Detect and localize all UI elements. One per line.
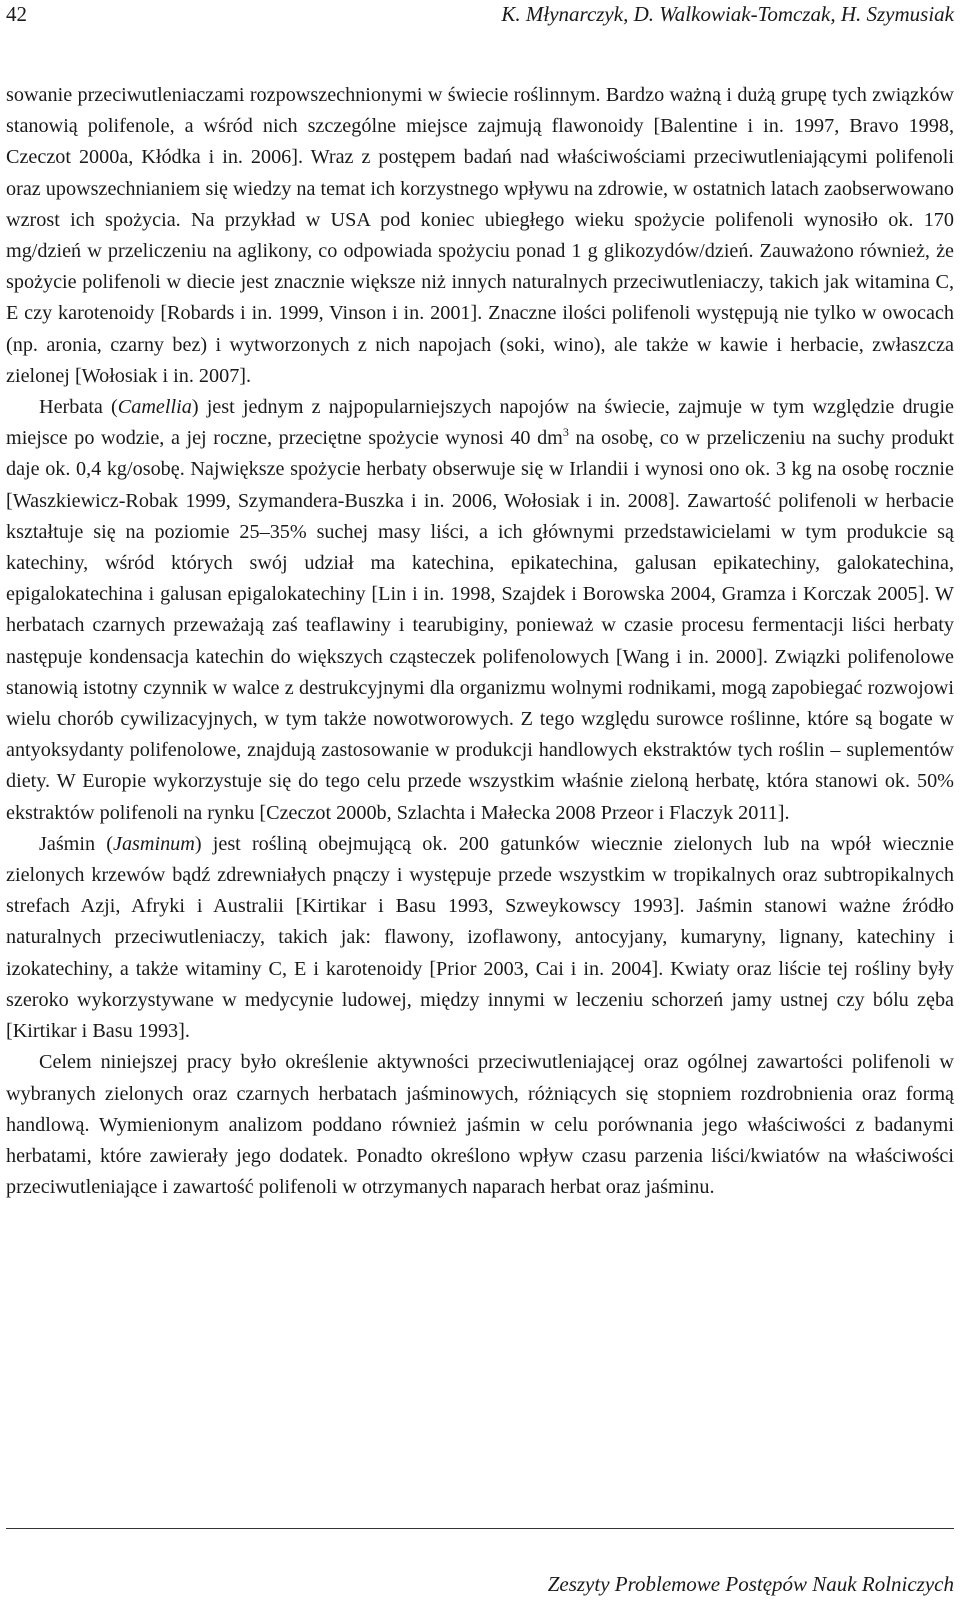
running-head-authors: K. Młynarczyk, D. Walkowiak-Tomczak, H. Szymusiak [501, 2, 954, 26]
paragraph-2-text-c: na osobę, co w przeliczeniu na suchy produkt daje ok. 0,4 kg/osobę. Największe spożycie herbaty obserwuje się w Irlandii i wynosi ono ok. 3 kg na osobę rocznie [Waszkiewicz-Robak 1999, Szymandera-Buszka i in. 2006, Wołosiak i in. 2008]. Zawartość polifenoli w herbacie kształtuje się na poziomie 25–35% suchej masy liści, a ich głównymi przedstawicielami w tym produkcie są katechiny, wśród których swój udział ma katechina, epikatechina, galusan epikatechiny, galokatechina, epigalokatechina i galusan epigalokatechiny [Lin i in. 1998, Szajdek i Borowska 2004, Gramza i Korczak 2005]. W herbatach czarnych przeważają zaś teaflawiny i tearubiginy, ponieważ w czasie procesu fermentacji liści herbaty następuje kondensacja katechin do większych cząsteczek polifenolowych [Wang i in. 2000]. Związki polifenolowe stanowią istotny czynnik w walce z destrukcyjnymi dla organizmu wolnymi rodnikami, mogą zapobiegać rozwojowi wielu chorób cywilizacyjnych, w tym także nowotworowych. Z tego względu surowce roślinne, które są bogate w antyoksydanty polifenolowe, znajdują zastosowanie w produkcji handlowych ekstraktów tych roślin – suplementów diety. W Europie wykorzystuje się do tego celu przede wszystkim właśnie zieloną herbatę, która stanowi ok. 50% ekstraktów polifenoli na rynku [Czeczot 2000b, Szlachta i Małecka 2008 Przeor i Flaczyk 2011]. [6, 427, 954, 824]
body-text [6, 80, 954, 1203]
paragraph-2-text-b: ) jest jednym z najpopularniejszych napojów na świecie, zajmuje w tym względzie drugie miejsce po wodzie, a jej roczne, przeciętne spożycie wynosi 40 dm [6, 396, 955, 450]
page-number: 42 [6, 2, 27, 26]
paragraph-4-aim: Celem niniejszej pracy było określenie aktywności przeciwutleniającej oraz ogólnej zawartości polifenoli w wybranych zielonych oraz czarnych herbatach jaśminowych, różniących się stopniem rozdrobnienia oraz formą handlową. Wymienionym analizom poddano również jaśmin w celu porównania jego właściwości z badanymi herbatami, które zawierały jego dodatek. Ponadto określono wpływ czasu parzenia liści/kwiatów na właściwości przeciwutleniające i zawartość polifenoli w otrzymanych naparach herbat oraz jaśminu. [6, 1051, 954, 1199]
paragraph-2-tea [6, 392, 954, 829]
latin-term-jasminum: Jasminum [112, 832, 195, 855]
superscript-3: 3 [562, 425, 569, 440]
paragraph-3-text-a: Jaśmin ( [39, 832, 113, 855]
page-header [6, 2, 954, 36]
paragraph-1: sowanie przeciwutleniaczami rozpowszechnionymi w świecie roślinnym. Bardzo ważną i dużą grupę tych związków stanowią polifenole, a wśród nich szczególne miejsce zajmują flawonoidy [Balentine i in. 1997, Bravo 1998, Czeczot 2000a, Kłódka i in. 2006]. Wraz z postępem badań nad właściwościami przeciwutleniającymi polifenoli oraz upowszechnianiem się wiedzy na temat ich korzystnego wpływu na zdrowie, w ostatnich latach zaobserwowano wzrost ich spożycia. Na przykład w USA pod koniec ubiegłego wieku spożycie polifenoli wynosiło ok. 170 mg/dzień w przeliczeniu na aglikony, co odpowiada spożyciu ponad 1 g glikozydów/dzień. Zauważono również, że spożycie polifenoli w diecie jest znacznie większe niż innych naturalnych przeciwutleniaczy, takich jak witamina C, E czy karotenoidy [Robards i in. 1999, Vinson i in. 2001]. Znaczne ilości polifenoli występują nie tylko w owocach (np. aronia, czarny bez) i wytworzonych z nich napojach (soki, wino), ale także w kawie i herbacie, zwłaszcza zielonej [Wołosiak i in. 2007]. [6, 84, 954, 387]
paragraph-3-jasmine [6, 829, 954, 1047]
latin-term-camellia: Camellia [117, 396, 192, 419]
paragraph-2-text-a: Herbata ( [39, 396, 118, 419]
footer-divider [6, 1528, 954, 1529]
journal-footer: Zeszyty Problemowe Postępów Nauk Rolniczych [547, 1572, 954, 1596]
paragraph-3-text-b: ) jest rośliną obejmującą ok. 200 gatunków wiecznie zielonych lub na wpół wiecznie zielonych krzewów bądź zdrewniałych pnączy i występuje przede wszystkim w tropikalnych oraz subtropikalnych strefach Azji, Afryki i Australii [Kirtikar i Basu 1993, Szweykowscy 1993]. Jaśmin stanowi ważne źródło naturalnych przeciwutleniaczy, takich jak: flawony, izoflawony, antocyjany, kumaryny, lignany, katechiny i izokatechiny, a także witaminy C, E i karotenoidy [Prior 2003, Cai i in. 2004]. Kwiaty oraz liście tej rośliny były szeroko wykorzystywane w medycynie ludowej, między innymi w leczeniu schorzeń jamy ustnej czy bólu zęba [Kirtikar i Basu 1993]. [6, 832, 954, 1043]
